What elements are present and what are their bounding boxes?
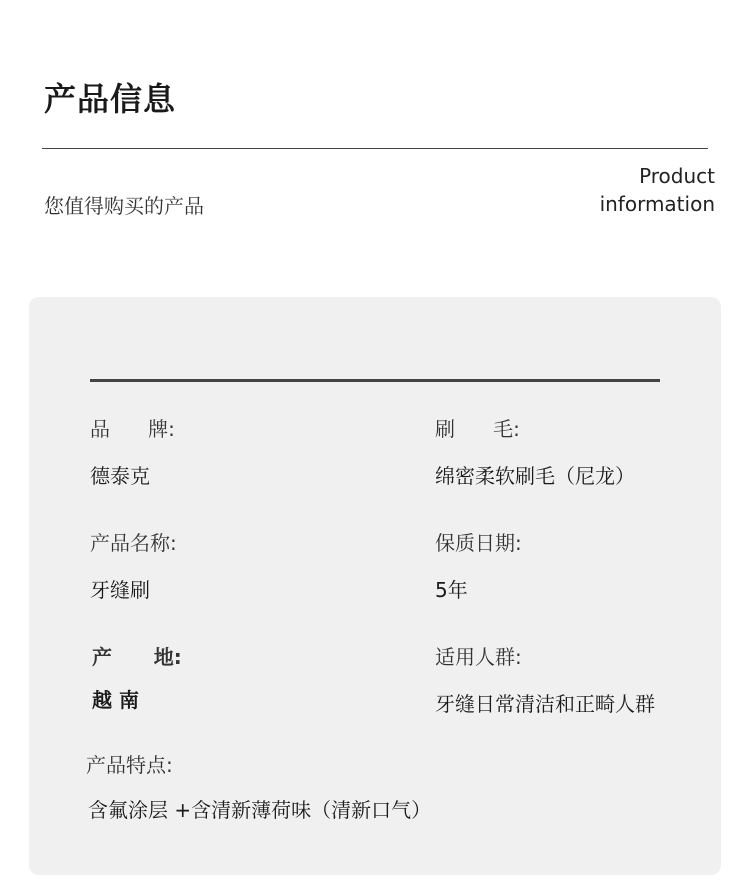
page-title: 产品信息 (44, 80, 177, 118)
bristle-label: 刷 毛: (435, 417, 520, 441)
product-name-label: 产品名称: (90, 531, 177, 555)
english-title-line-2: information (599, 192, 715, 216)
product-info-card (29, 297, 721, 875)
brand-label: 品 牌: (90, 417, 175, 441)
english-title-line-1: Product (639, 164, 715, 188)
brand-value: 德泰克 (90, 464, 150, 488)
origin-value: 越 南 (92, 688, 139, 712)
header-divider (42, 148, 708, 149)
features-value: 含氟涂层 +含清新薄荷味（清新口气） (88, 798, 432, 822)
features-label: 产品特点: (86, 753, 173, 777)
shelf-life-value: 5年 (435, 578, 468, 602)
product-name-value: 牙缝刷 (90, 578, 150, 602)
page-subtitle: 您值得购买的产品 (44, 194, 204, 218)
english-title (600, 162, 715, 218)
origin-label: 产 地: (92, 645, 182, 669)
target-users-value: 牙缝日常清洁和正畸人群 (435, 692, 655, 716)
shelf-life-label: 保质日期: (435, 531, 522, 555)
target-users-label: 适用人群: (435, 645, 522, 669)
card-divider (90, 379, 660, 382)
bristle-value: 绵密柔软刷毛（尼龙） (435, 464, 635, 488)
